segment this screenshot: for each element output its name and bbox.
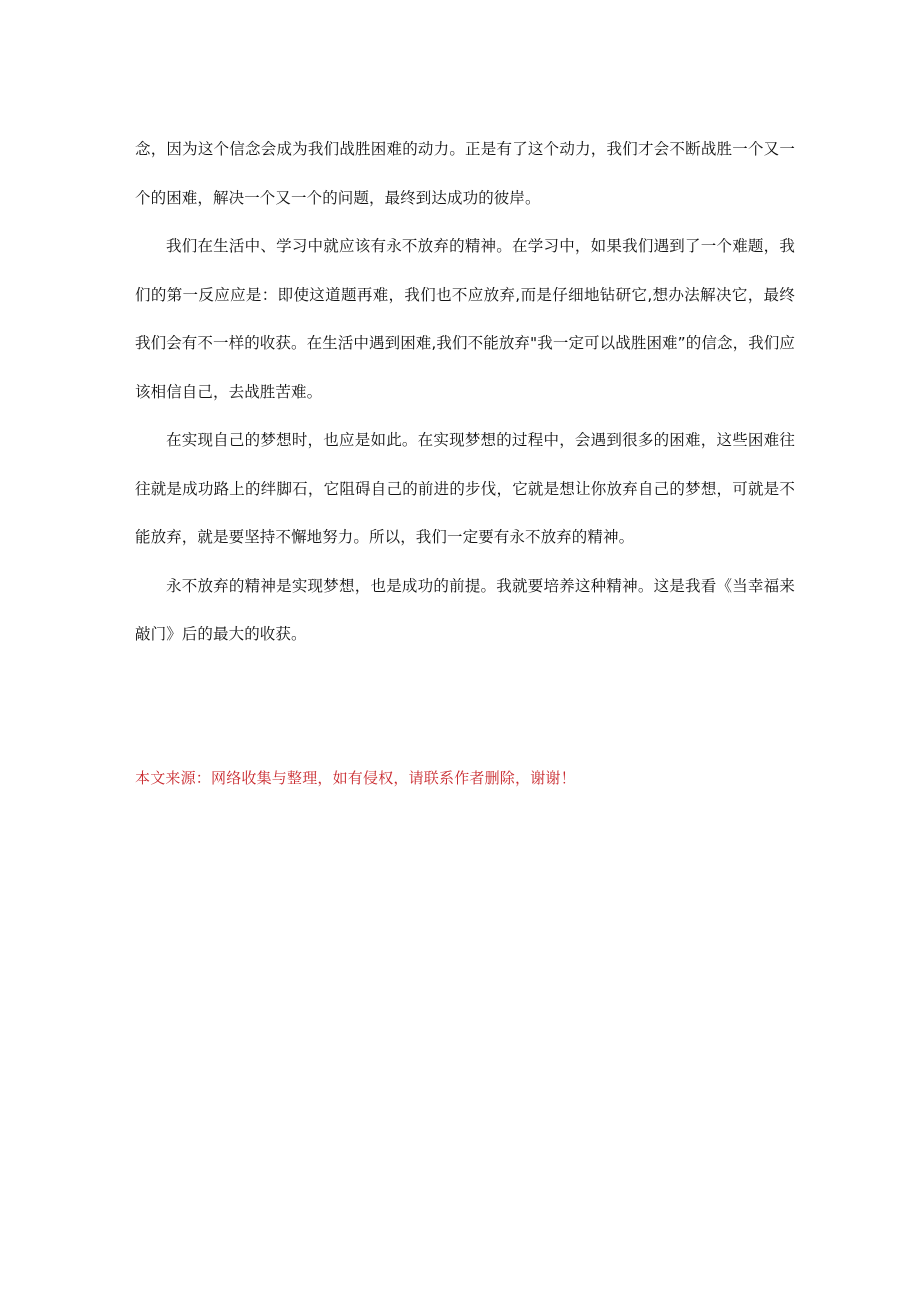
paragraph-conclusion: 永不放弃的精神是实现梦想，也是成功的前提。我就要培养这种精神。这是我看《当幸福来敲门》后的最大的收获。 xyxy=(135,576,795,643)
paragraph-study-and-life: 我们在生活中、学习中就应该有永不放弃的精神。在学习中，如果我们遇到了一个难题，我们的第一反应应是：即使这道题再难，我们也不应放弃,而是仔细地钻研它,想办法解决它，最终我们会有不一样的收获。在生活中遇到困难,我们不能放弃"我一定可以战胜困难”的信念，我们应该相信自己，去战胜苦难。 xyxy=(135,237,795,401)
article-body xyxy=(135,125,795,659)
paragraph-continuation: 念，因为这个信念会成为我们战胜困难的动力。正是有了这个动力，我们才会不断战胜一个又一个的困难，解决一个又一个的问题，最终到达成功的彼岸。 xyxy=(135,140,795,207)
paragraph-dreams: 在实现自己的梦想时，也应是如此。在实现梦想的过程中，会遇到很多的困难，这些困难往往就是成功路上的绊脚石，它阻碍自己的前进的步伐，它就是想让你放弃自己的梦想，可就是不能放弃，就是要坚持不懈地努力。所以，我们一定要有永不放弃的精神。 xyxy=(135,431,795,546)
source-disclaimer: 本文来源：网络收集与整理，如有侵权，请联系作者删除，谢谢！ xyxy=(135,769,576,787)
